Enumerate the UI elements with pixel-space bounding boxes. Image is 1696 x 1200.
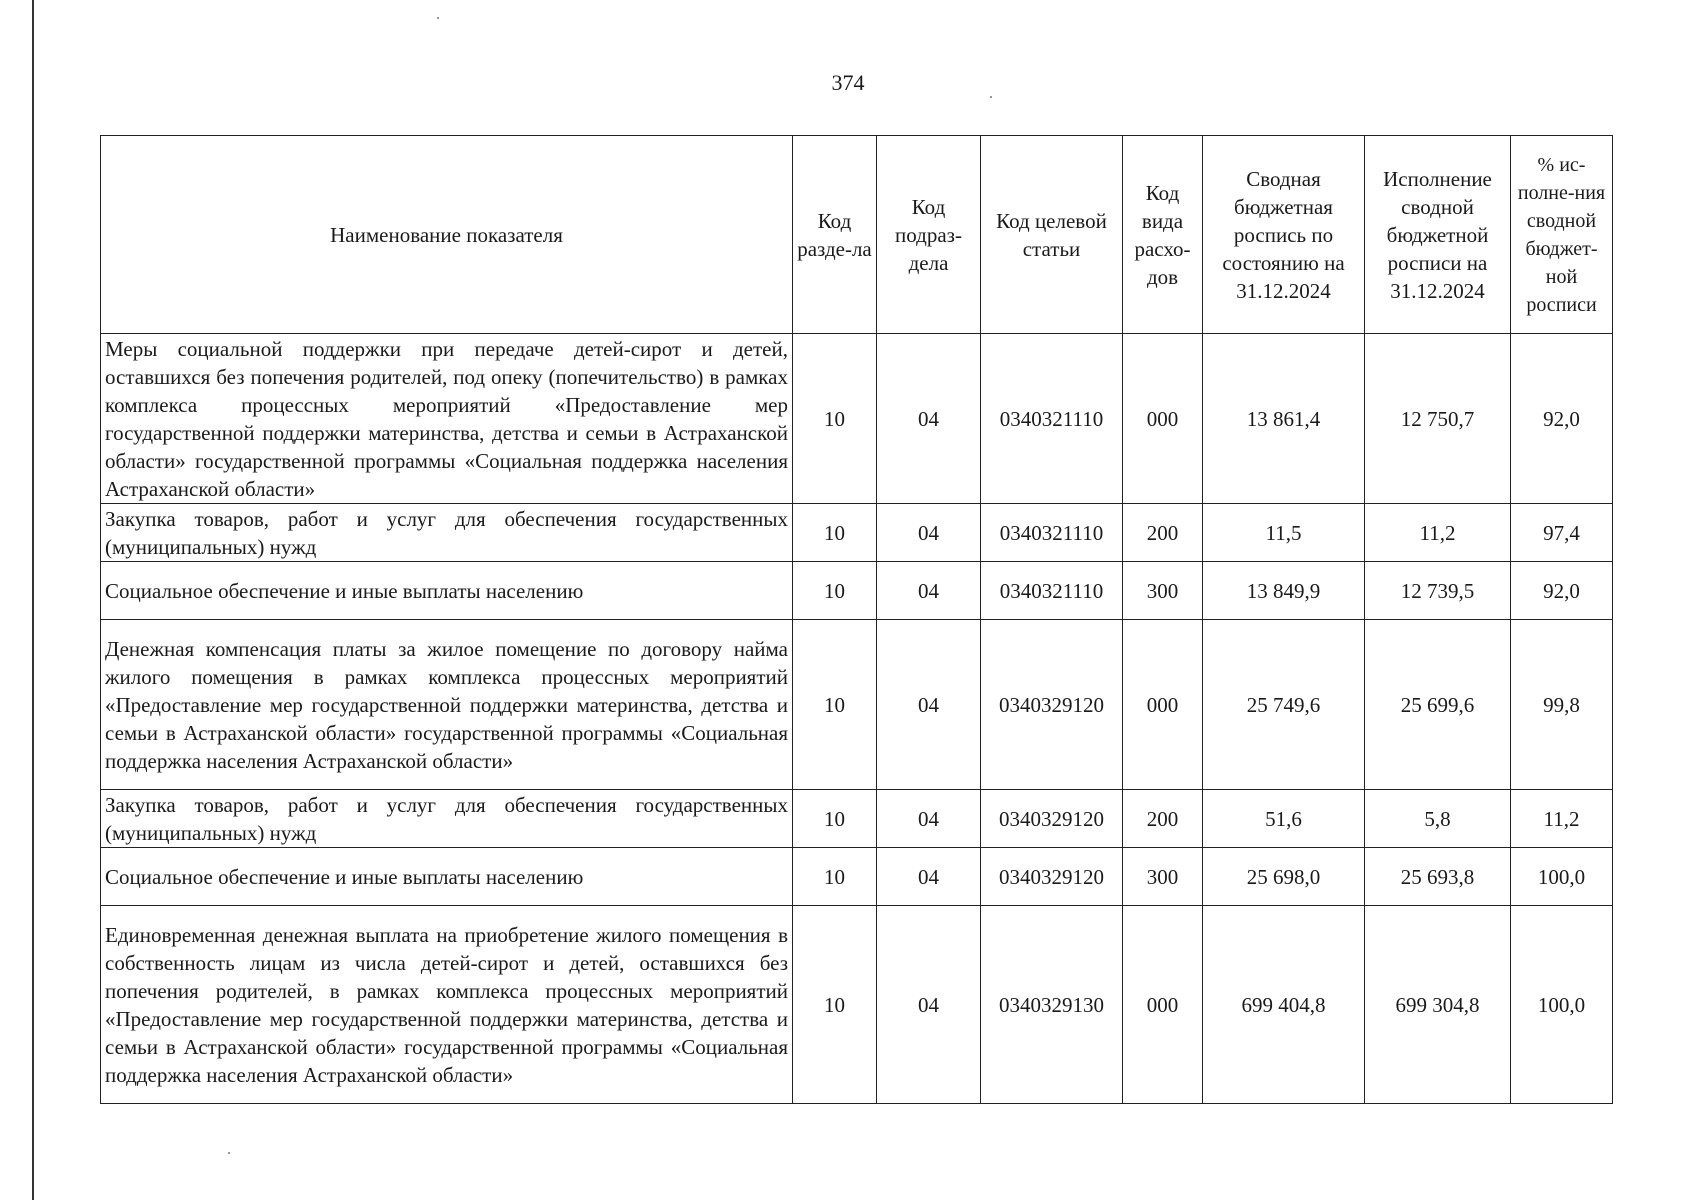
subsection-code-cell: 04 (877, 334, 981, 504)
subsection-code-cell: 04 (877, 790, 981, 848)
target-code-cell: 0340329120 (981, 790, 1123, 848)
header-expense-type-code: Код вида расхо-дов (1123, 136, 1203, 334)
target-code-cell: 0340329120 (981, 620, 1123, 790)
execution-value-cell: 25 693,8 (1365, 848, 1511, 906)
expense-type-cell: 000 (1123, 906, 1203, 1104)
execution-value-cell: 12 739,5 (1365, 562, 1511, 620)
header-section-code: Код разде-ла (793, 136, 877, 334)
percent-value-cell: 100,0 (1511, 906, 1613, 1104)
expense-type-cell: 000 (1123, 334, 1203, 504)
budget-execution-table (100, 135, 1613, 1104)
budget-value-cell: 51,6 (1203, 790, 1365, 848)
header-budget-execution: Исполнение сводной бюджетной росписи на 31.12.2024 (1365, 136, 1511, 334)
section-code-cell: 10 (793, 790, 877, 848)
page-binding-line (32, 0, 34, 1200)
header-budget-allocation: Сводная бюджетная роспись по состоянию на 31.12.2024 (1203, 136, 1365, 334)
target-code-cell: 0340321110 (981, 334, 1123, 504)
indicator-name-cell: Закупка товаров, работ и услуг для обеспечения государственных (муниципальных) нужд (101, 504, 793, 562)
section-code-cell: 10 (793, 620, 877, 790)
budget-value-cell: 11,5 (1203, 504, 1365, 562)
header-execution-percent: % ис-полне-ния сводной бюджет-ной росписи (1511, 136, 1613, 334)
subsection-code-cell: 04 (877, 848, 981, 906)
execution-value-cell: 25 699,6 (1365, 620, 1511, 790)
indicator-name-cell: Закупка товаров, работ и услуг для обеспечения государственных (муниципальных) нужд (101, 790, 793, 848)
section-code-cell: 10 (793, 848, 877, 906)
indicator-name-cell: Единовременная денежная выплата на приобретение жилого помещения в собственность лицам из числа детей-сирот и детей, оставшихся без попечения родителей, в рамках комплекса процессных мероприятий «Предоставление мер государственной поддержки материнства, детства и семьи в Астраханской области» государственной программы «Социальная поддержка населения Астраханской области» (101, 906, 793, 1104)
subsection-code-cell: 04 (877, 906, 981, 1104)
scan-speck (228, 1152, 230, 1154)
percent-value-cell: 99,8 (1511, 620, 1613, 790)
table-row (101, 504, 1613, 562)
execution-value-cell: 5,8 (1365, 790, 1511, 848)
table-header (101, 136, 1613, 334)
section-code-cell: 10 (793, 334, 877, 504)
percent-value-cell: 100,0 (1511, 848, 1613, 906)
page-number: 374 (831, 70, 865, 95)
section-code-cell: 10 (793, 504, 877, 562)
header-subsection-code: Код подраз-дела (877, 136, 981, 334)
budget-value-cell: 699 404,8 (1203, 906, 1365, 1104)
scan-speck (437, 17, 439, 19)
table-row (101, 620, 1613, 790)
indicator-name-cell: Социальное обеспечение и иные выплаты населению (101, 562, 793, 620)
table-row (101, 334, 1613, 504)
execution-value-cell: 12 750,7 (1365, 334, 1511, 504)
header-target-code: Код целевой статьи (981, 136, 1123, 334)
budget-value-cell: 13 861,4 (1203, 334, 1365, 504)
table-body (101, 334, 1613, 1104)
percent-value-cell: 92,0 (1511, 562, 1613, 620)
expense-type-cell: 200 (1123, 504, 1203, 562)
subsection-code-cell: 04 (877, 562, 981, 620)
expense-type-cell: 200 (1123, 790, 1203, 848)
section-code-cell: 10 (793, 906, 877, 1104)
subsection-code-cell: 04 (877, 504, 981, 562)
table-row (101, 906, 1613, 1104)
target-code-cell: 0340321110 (981, 504, 1123, 562)
expense-type-cell: 300 (1123, 562, 1203, 620)
target-code-cell: 0340329120 (981, 848, 1123, 906)
indicator-name-cell: Денежная компенсация платы за жилое помещение по договору найма жилого помещения в рамках комплекса процессных мероприятий «Предоставление мер государственной поддержки материнства, детства и семьи в Астраханской области» государственной программы «Социальная поддержка населения Астраханской области» (101, 620, 793, 790)
section-code-cell: 10 (793, 562, 877, 620)
percent-value-cell: 97,4 (1511, 504, 1613, 562)
expense-type-cell: 000 (1123, 620, 1203, 790)
indicator-name-cell: Меры социальной поддержки при передаче детей-сирот и детей, оставшихся без попечения родителей, под опеку (попечительство) в рамках комплекса процессных мероприятий «Предоставление мер государственной поддержки материнства, детства и семьи в Астраханской области» государственной программы «Социальная поддержка населения Астраханской области» (101, 334, 793, 504)
execution-value-cell: 11,2 (1365, 504, 1511, 562)
budget-value-cell: 25 749,6 (1203, 620, 1365, 790)
subsection-code-cell: 04 (877, 620, 981, 790)
percent-value-cell: 92,0 (1511, 334, 1613, 504)
target-code-cell: 0340329130 (981, 906, 1123, 1104)
header-row (101, 136, 1613, 334)
execution-value-cell: 699 304,8 (1365, 906, 1511, 1104)
header-indicator-name: Наименование показателя (101, 136, 793, 334)
table-row (101, 562, 1613, 620)
expense-type-cell: 300 (1123, 848, 1203, 906)
indicator-name-cell: Социальное обеспечение и иные выплаты населению (101, 848, 793, 906)
scan-speck (990, 96, 992, 98)
percent-value-cell: 11,2 (1511, 790, 1613, 848)
target-code-cell: 0340321110 (981, 562, 1123, 620)
table-row (101, 848, 1613, 906)
table-row (101, 790, 1613, 848)
budget-value-cell: 25 698,0 (1203, 848, 1365, 906)
budget-value-cell: 13 849,9 (1203, 562, 1365, 620)
